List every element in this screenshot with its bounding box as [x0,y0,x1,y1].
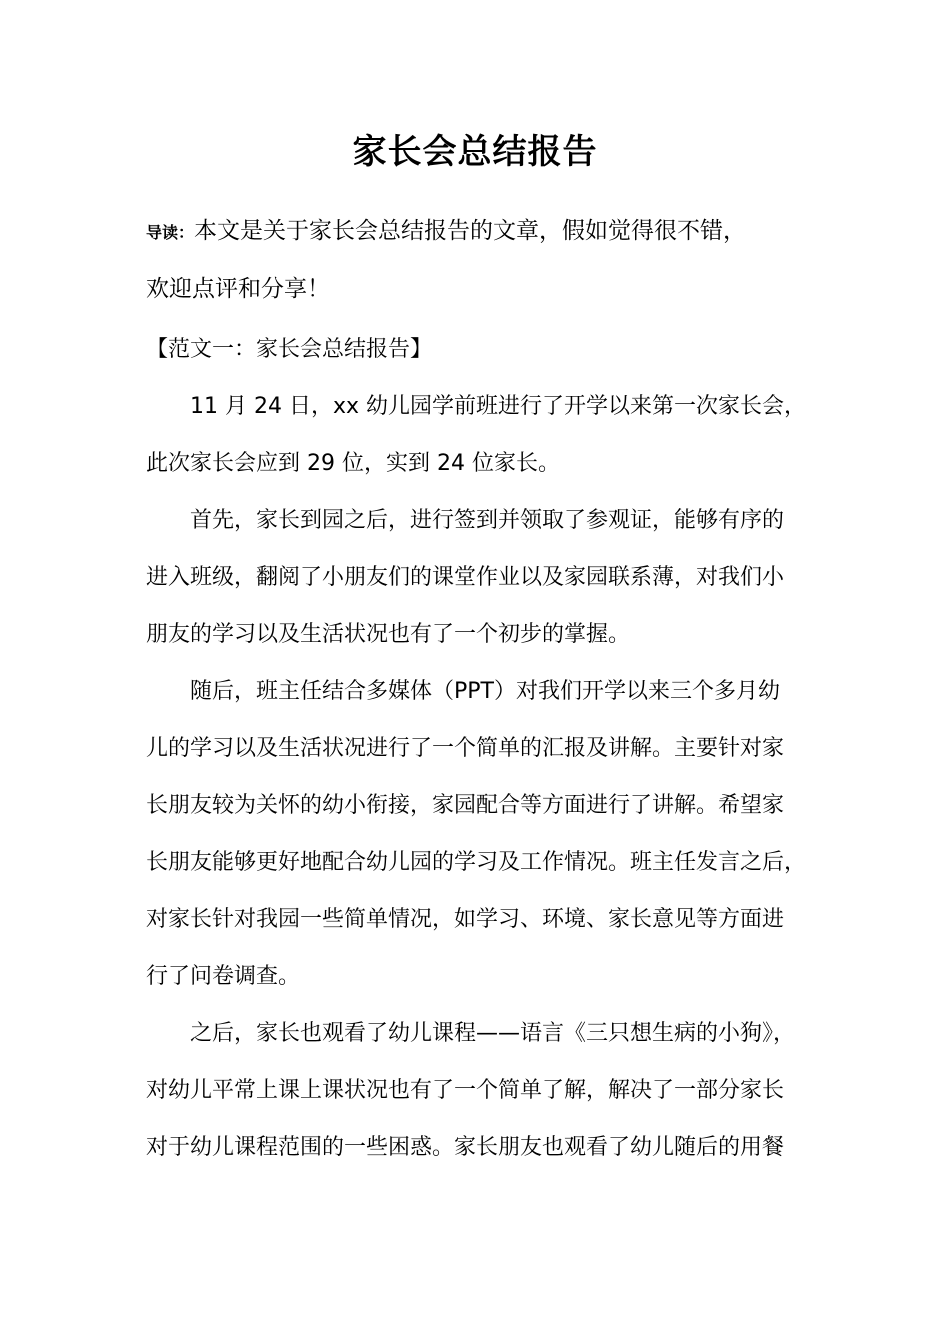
paragraph-line: 长朋友较为关怀的幼小衔接，家园配合等方面进行了讲解。希望家 [146,793,785,818]
intro-line-1 [146,203,836,261]
paragraph-line: 随后，班主任结合多媒体（PPT）对我们开学以来三个多月幼 [190,679,780,704]
intro-line-2: 欢迎点评和分享！ [146,276,330,302]
document-title: 家长会总结报告 [352,132,598,172]
paragraph-line: 此次家长会应到 29 位，实到 24 位家长。 [146,451,560,476]
intro-paragraph [146,203,836,317]
paragraph-line: 对幼儿平常上课上课状况也有了一个简单了解，解决了一部分家长 [146,1078,785,1103]
intro-text-1: 本文是关于家长会总结报告的文章，假如觉得很不错， [194,218,747,244]
paragraph-line: 首先，家长到园之后，进行签到并领取了参观证，能够有序的 [190,508,785,533]
paragraph-line: 长朋友能够更好地配合幼儿园的学习及工作情况。班主任发言之后， [146,850,807,875]
paragraph-line: 朋友的学习以及生活状况也有了一个初步的掌握。 [146,622,631,647]
paragraph-line: 儿的学习以及生活状况进行了一个简单的汇报及讲解。主要针对家 [146,736,785,761]
paragraph-line: 行了问卷调查。 [146,964,301,989]
paragraph-line: 11 月 24 日，xx 幼儿园学前班进行了开学以来第一次家长会， [190,394,807,419]
paragraph-line: 对于幼儿课程范围的一些困惑。家长朋友也观看了幼儿随后的用餐 [146,1135,785,1160]
paragraph-line: 之后，家长也观看了幼儿课程——语言《三只想生病的小狗》， [190,1021,796,1046]
paragraph-line: 对家长针对我园一些简单情况，如学习、环境、家长意见等方面进 [146,907,785,932]
section-heading: 【范文一：家长会总结报告】 [146,337,433,362]
intro-label: 导读： [146,223,195,242]
paragraph-line: 进入班级，翻阅了小朋友们的课堂作业以及家园联系薄，对我们小 [146,565,785,590]
